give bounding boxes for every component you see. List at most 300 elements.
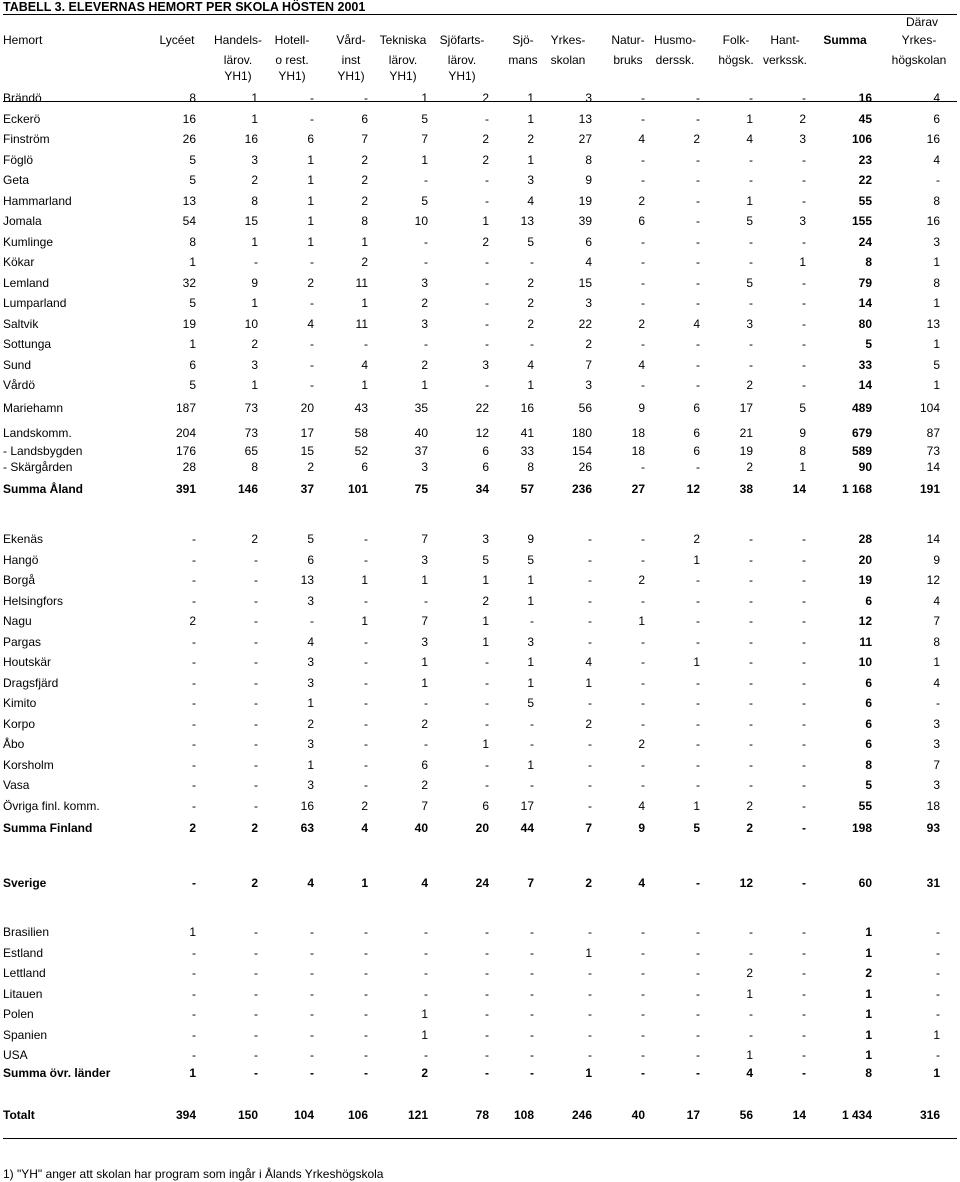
- table-cell: 2: [421, 717, 428, 731]
- table-cell: -: [802, 337, 806, 351]
- table-cell: 154: [571, 444, 592, 458]
- table-cell: 17: [686, 1108, 700, 1122]
- table-cell: 1: [251, 296, 258, 310]
- table-cell: -: [364, 758, 368, 772]
- table-cell: -: [588, 737, 592, 751]
- table-cell: 316: [919, 1108, 940, 1122]
- table-cell: 1: [527, 112, 534, 126]
- table-cell: -: [485, 378, 489, 392]
- table-cell: 4: [361, 821, 368, 835]
- table-cell: -: [802, 153, 806, 167]
- table-cell: 3: [421, 317, 428, 331]
- table-cell: 1: [933, 655, 940, 669]
- table-cell: 1: [693, 655, 700, 669]
- table-cell: -: [588, 614, 592, 628]
- table-cell: -: [530, 1028, 534, 1042]
- table-cell: 2: [361, 194, 368, 208]
- table-cell: 8: [933, 276, 940, 290]
- table-cell: -: [696, 460, 700, 474]
- table-cell: -: [254, 676, 258, 690]
- table-cell: -: [641, 966, 645, 980]
- column-header: Hotell-: [274, 33, 310, 47]
- table-cell: 2: [251, 173, 258, 187]
- table-cell: 1: [361, 378, 368, 392]
- table-cell: -: [802, 173, 806, 187]
- table-cell: 1: [482, 614, 489, 628]
- table-cell: 2: [361, 153, 368, 167]
- table-cell: -: [936, 1048, 940, 1062]
- table-cell: -: [641, 460, 645, 474]
- table-cell: 1: [361, 614, 368, 628]
- table-cell: -: [802, 821, 806, 835]
- table-cell: 2: [421, 778, 428, 792]
- table-cell: 13: [578, 112, 592, 126]
- table-cell: 1: [865, 1007, 872, 1021]
- table-cell: 19: [578, 194, 592, 208]
- table-cell: 4: [933, 676, 940, 690]
- table-cell: 146: [237, 482, 258, 496]
- table-cell: -: [192, 655, 196, 669]
- table-cell: -: [749, 614, 753, 628]
- table-cell: -: [424, 966, 428, 980]
- table-cell: -: [485, 717, 489, 731]
- table-cell: -: [936, 173, 940, 187]
- table-cell: -: [310, 337, 314, 351]
- table-cell: 1: [189, 337, 196, 351]
- table-cell: 34: [475, 482, 489, 496]
- column-header: Husmo-: [653, 33, 697, 47]
- table-cell: -: [696, 594, 700, 608]
- table-cell: -: [485, 1048, 489, 1062]
- table-cell: -: [749, 337, 753, 351]
- table-cell: -: [641, 1048, 645, 1062]
- table-cell: -: [641, 676, 645, 690]
- table-cell: -: [641, 635, 645, 649]
- table-cell: 40: [414, 426, 428, 440]
- table-cell: -: [310, 91, 314, 105]
- table-cell: -: [749, 778, 753, 792]
- table-cell: -: [485, 194, 489, 208]
- table-cell: 3: [933, 235, 940, 249]
- table-cell: 93: [926, 821, 940, 835]
- table-cell: 2: [482, 594, 489, 608]
- row-label: Vårdö: [3, 378, 36, 392]
- table-cell: 1: [421, 1028, 428, 1042]
- row-label: - Skärgården: [3, 460, 73, 474]
- column-header: Yrkes-: [550, 33, 586, 47]
- table-cell: 1: [527, 758, 534, 772]
- table-title: TABELL 3. ELEVERNAS HEMORT PER SKOLA HÖSTEN 2001: [3, 0, 366, 14]
- table-cell: 14: [858, 378, 872, 392]
- table-cell: 7: [421, 132, 428, 146]
- table-cell: 8: [251, 194, 258, 208]
- table-cell: 12: [475, 426, 489, 440]
- table-cell: 4: [638, 132, 645, 146]
- table-cell: 7: [421, 532, 428, 546]
- table-cell: 22: [858, 173, 872, 187]
- table-cell: 1: [307, 173, 314, 187]
- table-cell: -: [802, 1028, 806, 1042]
- table-cell: -: [254, 987, 258, 1001]
- table-cell: 24: [858, 235, 872, 249]
- table-cell: -: [641, 153, 645, 167]
- row-label: Lemland: [3, 276, 50, 290]
- table-cell: -: [310, 378, 314, 392]
- table-cell: 1: [361, 235, 368, 249]
- table-cell: -: [364, 987, 368, 1001]
- table-cell: 4: [638, 358, 645, 372]
- table-cell: 26: [182, 132, 196, 146]
- table-cell: 2: [527, 132, 534, 146]
- table-cell: 106: [851, 132, 872, 146]
- table-cell: 12: [739, 876, 753, 890]
- table-cell: 6: [307, 553, 314, 567]
- table-cell: 10: [858, 655, 872, 669]
- table-cell: 5: [693, 821, 700, 835]
- row-label: Eckerö: [3, 112, 41, 126]
- table-cell: -: [485, 276, 489, 290]
- row-label: Pargas: [3, 635, 42, 649]
- table-cell: 679: [851, 426, 872, 440]
- table-cell: 16: [926, 214, 940, 228]
- row-label: Saltvik: [3, 317, 39, 331]
- table-cell: 101: [347, 482, 368, 496]
- column-header: Yrkes-: [901, 33, 937, 47]
- table-cell: 6: [865, 594, 872, 608]
- table-cell: 6: [865, 676, 872, 690]
- column-header: Lycéet: [159, 33, 195, 47]
- table-cell: 37: [414, 444, 428, 458]
- table-cell: 31: [926, 876, 940, 890]
- table-cell: -: [364, 696, 368, 710]
- table-cell: 1: [527, 91, 534, 105]
- table-cell: -: [310, 255, 314, 269]
- row-label: Sverige: [3, 876, 47, 890]
- table-cell: 58: [354, 426, 368, 440]
- table-cell: 2: [638, 317, 645, 331]
- table-cell: 5: [933, 358, 940, 372]
- column-header: lärov.: [447, 53, 477, 67]
- table-cell: -: [192, 778, 196, 792]
- table-cell: 5: [189, 378, 196, 392]
- table-cell: 1: [421, 1007, 428, 1021]
- table-cell: -: [641, 778, 645, 792]
- table-cell: 22: [475, 401, 489, 415]
- row-label: Spanien: [3, 1028, 48, 1042]
- table-cell: 3: [307, 594, 314, 608]
- table-cell: -: [485, 296, 489, 310]
- table-cell: 15: [244, 214, 258, 228]
- table-cell: 12: [926, 573, 940, 587]
- column-header: Folk-: [722, 33, 750, 47]
- table-cell: -: [364, 1066, 368, 1080]
- table-cell: 14: [858, 296, 872, 310]
- table-cell: -: [588, 1048, 592, 1062]
- table-cell: -: [424, 1048, 428, 1062]
- table-cell: 7: [585, 821, 592, 835]
- table-cell: -: [530, 255, 534, 269]
- table-cell: -: [936, 946, 940, 960]
- table-cell: 191: [919, 482, 940, 496]
- table-cell: 33: [520, 444, 534, 458]
- table-cell: 1: [307, 214, 314, 228]
- table-cell: 17: [520, 799, 534, 813]
- table-cell: 1: [189, 255, 196, 269]
- table-cell: 9: [527, 532, 534, 546]
- table-cell: -: [254, 966, 258, 980]
- table-cell: -: [802, 799, 806, 813]
- table-cell: -: [696, 358, 700, 372]
- table-cell: 2: [527, 296, 534, 310]
- table-cell: 20: [475, 821, 489, 835]
- table-cell: 1: [933, 255, 940, 269]
- table-cell: 2: [865, 966, 872, 980]
- row-label: Estland: [3, 946, 44, 960]
- table-cell: -: [696, 946, 700, 960]
- table-cell: 6: [693, 444, 700, 458]
- table-cell: 16: [520, 401, 534, 415]
- table-cell: 14: [926, 460, 940, 474]
- table-cell: 8: [189, 91, 196, 105]
- table-cell: -: [364, 778, 368, 792]
- table-cell: 1: [307, 235, 314, 249]
- row-label: Kökar: [3, 255, 35, 269]
- table-cell: 1: [865, 1048, 872, 1062]
- table-cell: 3: [307, 676, 314, 690]
- column-header: verkssk.: [762, 53, 808, 67]
- table-cell: 3: [307, 778, 314, 792]
- table-cell: -: [364, 946, 368, 960]
- table-cell: 187: [175, 401, 196, 415]
- table-cell: 6: [638, 214, 645, 228]
- table-cell: 43: [354, 401, 368, 415]
- table-cell: 2: [307, 717, 314, 731]
- table-cell: -: [530, 946, 534, 960]
- table-bottom-rule: [3, 1138, 957, 1139]
- table-cell: -: [192, 987, 196, 1001]
- data-table: [3, 0, 957, 1182]
- table-cell: 21: [739, 426, 753, 440]
- table-cell: 8: [865, 1066, 872, 1080]
- table-cell: 6: [865, 717, 872, 731]
- table-cell: -: [749, 553, 753, 567]
- table-cell: 3: [421, 635, 428, 649]
- table-cell: -: [696, 635, 700, 649]
- table-cell: 2: [251, 876, 258, 890]
- table-cell: -: [936, 966, 940, 980]
- table-cell: 104: [293, 1108, 314, 1122]
- table-cell: 13: [926, 317, 940, 331]
- table-cell: 4: [307, 317, 314, 331]
- column-header: Sjö-: [512, 33, 534, 47]
- table-cell: 2: [638, 194, 645, 208]
- table-cell: -: [641, 112, 645, 126]
- table-cell: 3: [933, 778, 940, 792]
- table-cell: 2: [585, 337, 592, 351]
- table-cell: 13: [182, 194, 196, 208]
- table-cell: 6: [693, 401, 700, 415]
- table-cell: -: [641, 946, 645, 960]
- table-cell: -: [588, 758, 592, 772]
- table-cell: -: [588, 799, 592, 813]
- table-cell: -: [192, 1048, 196, 1062]
- table-cell: -: [485, 696, 489, 710]
- table-cell: -: [588, 635, 592, 649]
- column-header: lärov.: [223, 53, 253, 67]
- table-cell: 1: [482, 214, 489, 228]
- table-cell: -: [364, 635, 368, 649]
- table-cell: -: [696, 153, 700, 167]
- row-label: USA: [3, 1048, 28, 1062]
- table-cell: -: [310, 1048, 314, 1062]
- table-cell: -: [485, 1066, 489, 1080]
- table-cell: -: [588, 573, 592, 587]
- table-cell: -: [424, 173, 428, 187]
- table-cell: -: [802, 91, 806, 105]
- table-cell: 2: [482, 132, 489, 146]
- table-cell: -: [696, 1007, 700, 1021]
- table-cell: 4: [307, 876, 314, 890]
- table-cell: 18: [926, 799, 940, 813]
- table-cell: 6: [865, 696, 872, 710]
- table-cell: -: [696, 214, 700, 228]
- table-cell: 4: [638, 876, 645, 890]
- table-cell: 5: [189, 296, 196, 310]
- table-cell: -: [696, 758, 700, 772]
- table-cell: 2: [189, 821, 196, 835]
- row-label: Brändö: [3, 91, 42, 105]
- table-cell: 57: [520, 482, 534, 496]
- row-label: Lettland: [3, 966, 46, 980]
- table-cell: -: [530, 966, 534, 980]
- row-label: Hangö: [3, 553, 39, 567]
- table-cell: -: [749, 737, 753, 751]
- table-cell: 1: [482, 573, 489, 587]
- table-cell: -: [588, 553, 592, 567]
- table-cell: -: [696, 778, 700, 792]
- table-cell: 90: [858, 460, 872, 474]
- table-cell: 1: [421, 676, 428, 690]
- table-cell: 8: [189, 235, 196, 249]
- table-cell: -: [254, 255, 258, 269]
- table-cell: 2: [746, 460, 753, 474]
- table-cell: 24: [475, 876, 489, 890]
- table-cell: 3: [746, 317, 753, 331]
- table-cell: -: [749, 235, 753, 249]
- table-cell: -: [802, 876, 806, 890]
- table-cell: -: [802, 925, 806, 939]
- table-cell: -: [192, 946, 196, 960]
- table-cell: -: [310, 1007, 314, 1021]
- row-label: Övriga finl. komm.: [3, 799, 100, 813]
- table-cell: 3: [421, 276, 428, 290]
- table-cell: -: [802, 778, 806, 792]
- table-cell: 28: [182, 460, 196, 474]
- row-label: Ekenäs: [3, 532, 44, 546]
- table-cell: 4: [307, 635, 314, 649]
- table-cell: -: [802, 194, 806, 208]
- table-cell: 9: [638, 821, 645, 835]
- table-cell: 8: [799, 444, 806, 458]
- table-cell: 3: [799, 214, 806, 228]
- table-cell: 3: [527, 635, 534, 649]
- table-cell: -: [424, 737, 428, 751]
- column-header: högsk.: [718, 53, 754, 67]
- column-header: skolan: [550, 53, 586, 67]
- table-cell: 8: [527, 460, 534, 474]
- table-cell: 4: [638, 799, 645, 813]
- table-cell: -: [749, 532, 753, 546]
- row-label: Sund: [3, 358, 32, 372]
- table-cell: -: [424, 235, 428, 249]
- table-cell: 5: [865, 337, 872, 351]
- table-cell: 1: [421, 573, 428, 587]
- row-label: Mariehamn: [3, 401, 64, 415]
- table-cell: 1: [933, 1028, 940, 1042]
- table-cell: -: [749, 655, 753, 669]
- column-header: Tekniska: [379, 33, 427, 47]
- table-cell: -: [254, 553, 258, 567]
- table-cell: -: [749, 153, 753, 167]
- table-cell: -: [310, 1066, 314, 1080]
- table-cell: 4: [933, 594, 940, 608]
- table-cell: -: [530, 1048, 534, 1062]
- table-cell: -: [310, 946, 314, 960]
- table-cell: 28: [858, 532, 872, 546]
- table-cell: -: [588, 966, 592, 980]
- table-cell: 1: [421, 655, 428, 669]
- table-cell: -: [364, 594, 368, 608]
- table-cell: 2: [361, 173, 368, 187]
- table-cell: 1: [189, 1066, 196, 1080]
- table-cell: 1: [482, 737, 489, 751]
- table-cell: -: [254, 778, 258, 792]
- table-cell: -: [749, 696, 753, 710]
- table-cell: 22: [578, 317, 592, 331]
- table-cell: -: [588, 1028, 592, 1042]
- table-cell: 1: [746, 1048, 753, 1062]
- table-cell: -: [192, 799, 196, 813]
- table-cell: -: [530, 337, 534, 351]
- header-extra-top: Därav: [905, 15, 938, 29]
- table-cell: 2: [482, 153, 489, 167]
- table-cell: -: [254, 946, 258, 960]
- table-cell: -: [641, 758, 645, 772]
- table-cell: -: [696, 1066, 700, 1080]
- table-cell: 1: [251, 235, 258, 249]
- table-cell: -: [802, 573, 806, 587]
- table-cell: 1: [865, 1028, 872, 1042]
- table-cell: 5: [865, 778, 872, 792]
- table-cell: -: [364, 553, 368, 567]
- table-cell: 2: [585, 717, 592, 731]
- table-cell: 1: [865, 946, 872, 960]
- table-cell: 3: [933, 717, 940, 731]
- table-cell: -: [641, 696, 645, 710]
- column-header: Vård-: [336, 33, 366, 47]
- table-cell: 3: [527, 173, 534, 187]
- table-cell: 391: [175, 482, 196, 496]
- table-cell: 14: [792, 482, 806, 496]
- table-cell: 65: [244, 444, 258, 458]
- table-cell: -: [254, 573, 258, 587]
- table-cell: -: [641, 337, 645, 351]
- table-cell: 3: [307, 655, 314, 669]
- table-cell: -: [802, 296, 806, 310]
- table-cell: -: [192, 553, 196, 567]
- table-cell: -: [749, 573, 753, 587]
- table-cell: -: [588, 594, 592, 608]
